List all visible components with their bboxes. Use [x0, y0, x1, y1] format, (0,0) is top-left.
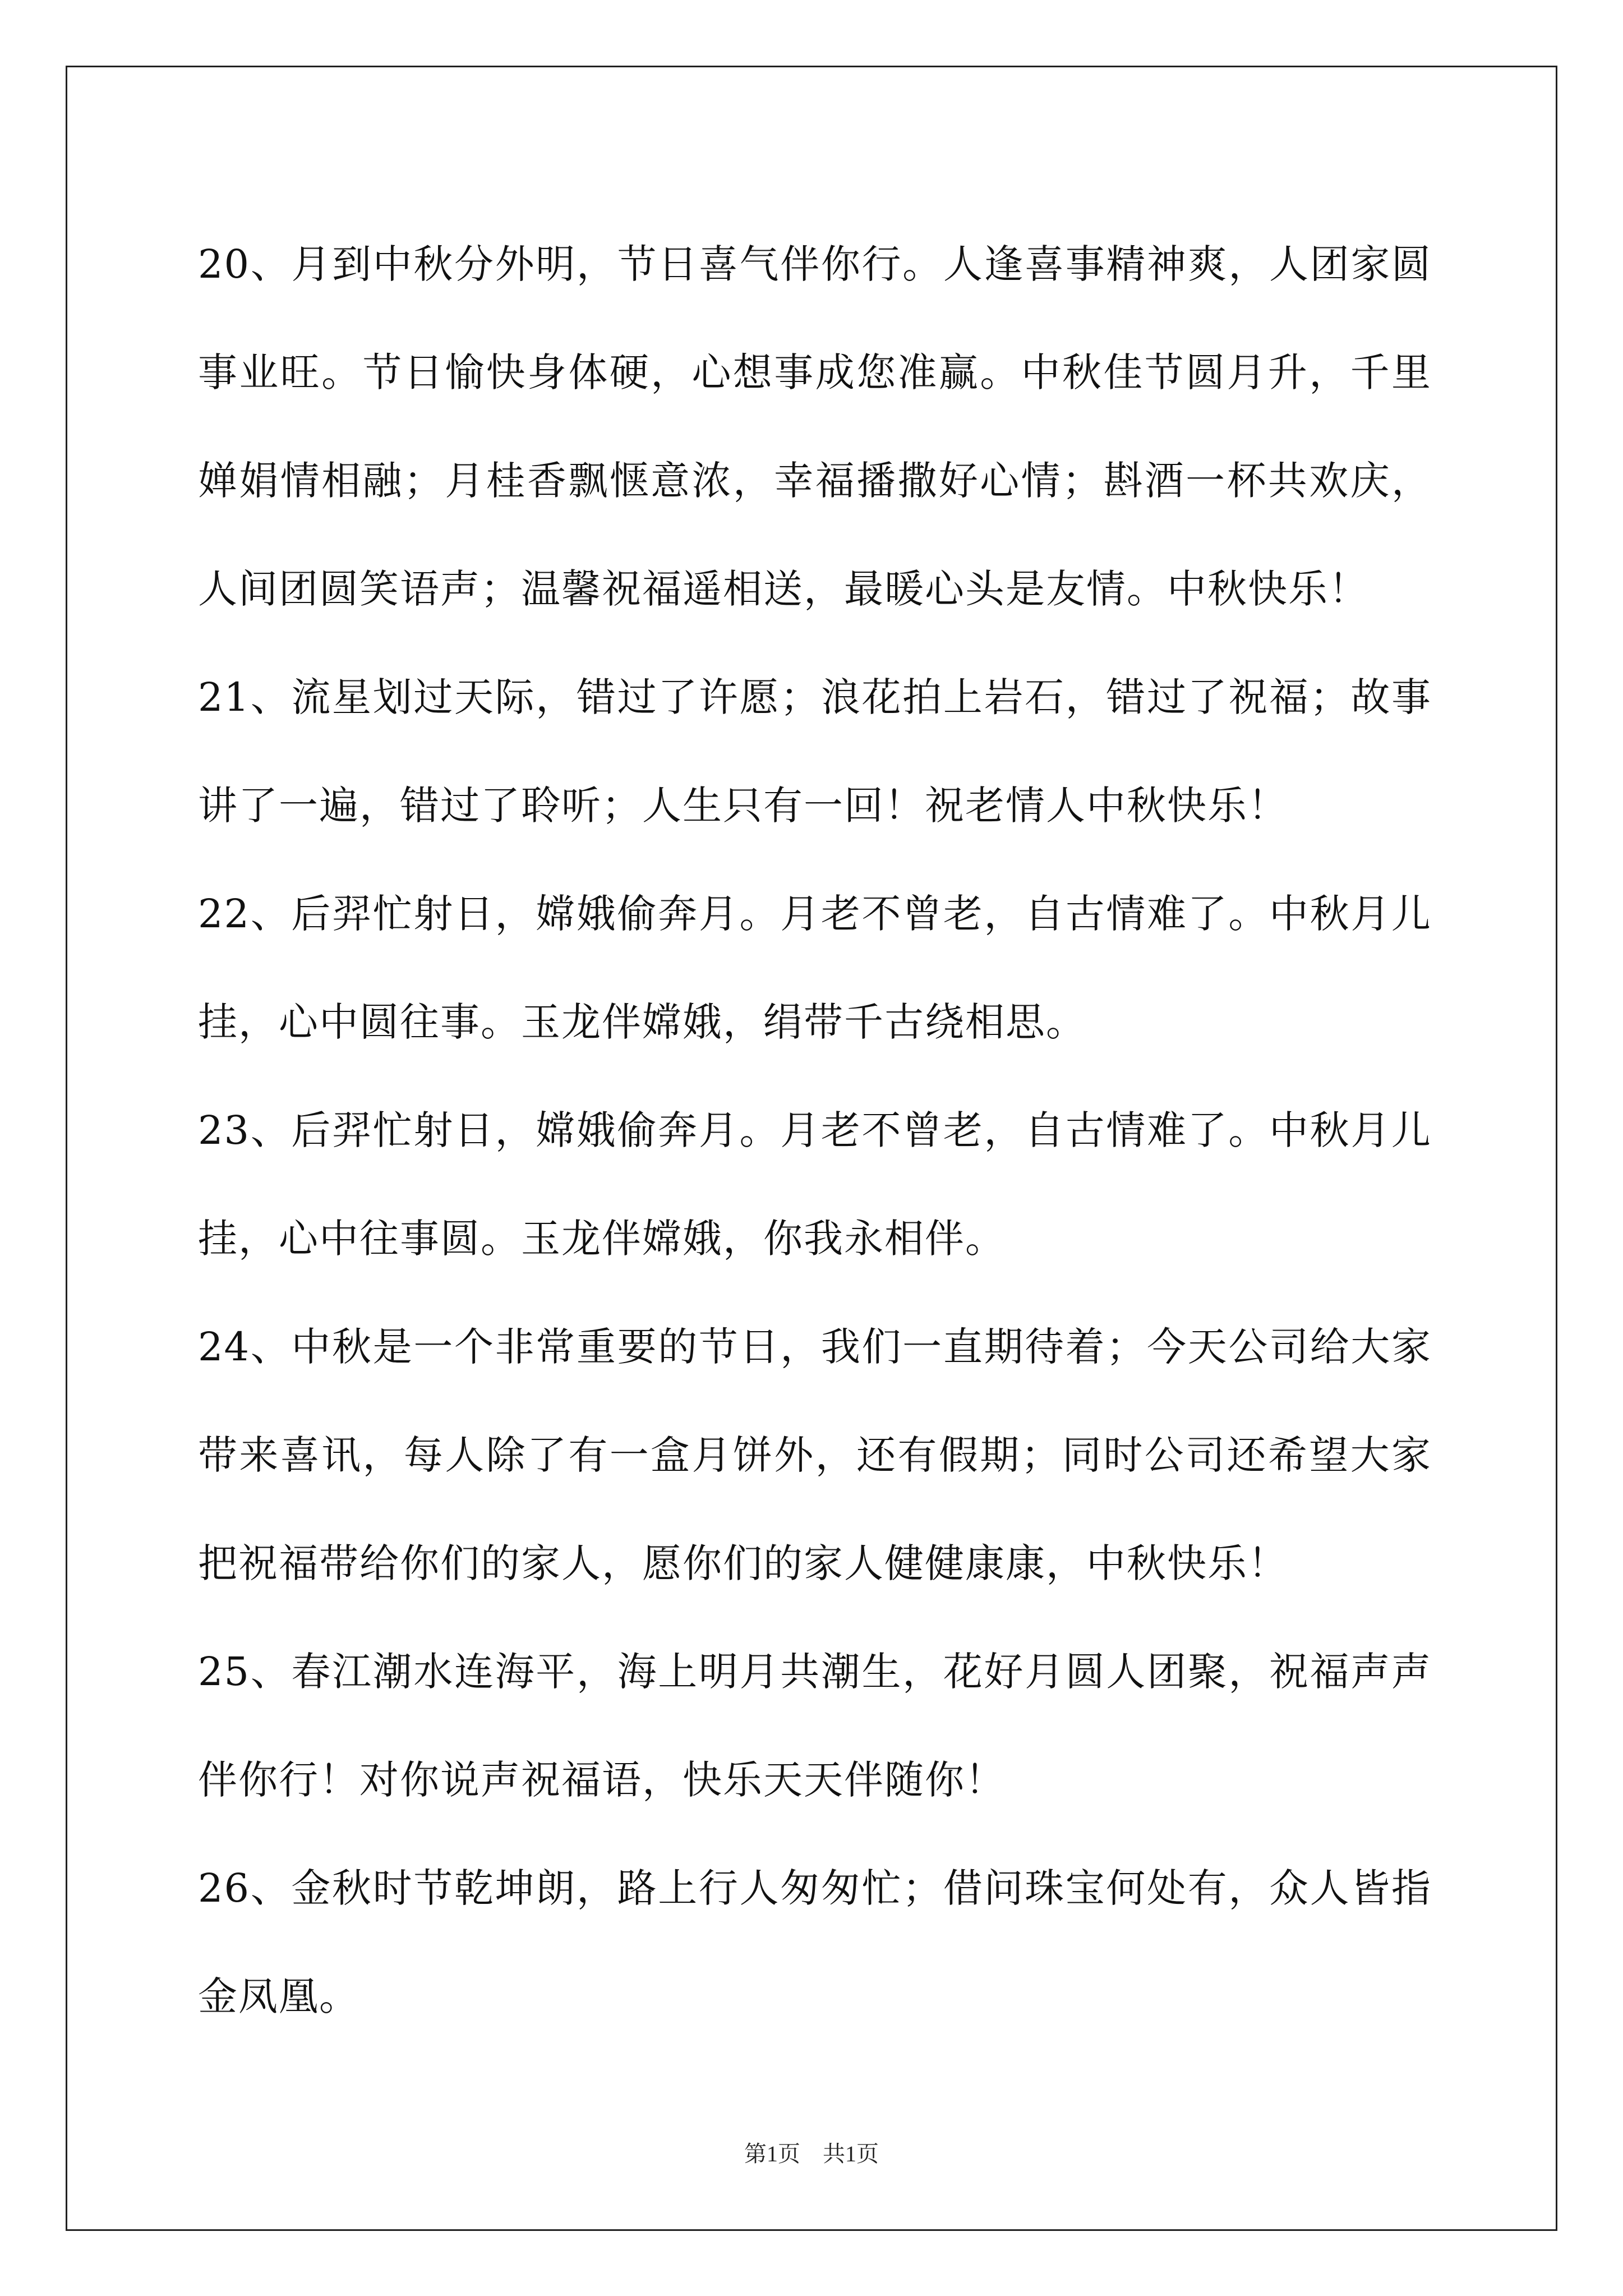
page-number: 第1页	[744, 2141, 800, 2166]
page-total: 共1页	[823, 2141, 879, 2166]
paragraph-25: 25、春江潮水连海平，海上明月共潮生，花好月圆人团聚，祝福声声伴你行！对你说声祝福语，快乐天天伴随你！	[198, 1649, 1432, 1803]
paragraph-23: 23、后羿忙射日，嫦娥偷奔月。月老不曾老，自古情难了。中秋月儿挂，心中往事圆。玉龙伴嫦娥，你我永相伴。	[198, 1107, 1432, 1262]
page-footer	[0, 2140, 1623, 2168]
paragraph-26: 26、金秋时节乾坤朗，路上行人匆匆忙；借问珠宝何处有，众人皆指金凤凰。	[198, 1865, 1432, 2019]
paragraph-22: 22、后羿忙射日，嫦娥偷奔月。月老不曾老，自古情难了。中秋月儿挂，心中圆往事。玉龙伴嫦娥，绢带千古绕相思。	[198, 891, 1432, 1045]
paragraph-24: 24、中秋是一个非常重要的节日，我们一直期待着；今天公司给大家带来喜讯，每人除了有一盒月饼外，还有假期；同时公司还希望大家把祝福带给你们的家人，愿你们的家人健健康康，中秋快乐！	[198, 1324, 1432, 1586]
paragraph-20: 20、月到中秋分外明，节日喜气伴你行。人逢喜事精神爽，人团家圆事业旺。节日愉快身体硬，心想事成您准赢。中秋佳节圆月升，千里婵娟情相融；月桂香飘惬意浓，幸福播撒好心情；斟酒一杯共欢庆，人间团圆笑语声；温馨祝福遥相送，最暖心头是友情。中秋快乐！	[198, 241, 1432, 612]
paragraph-21: 21、流星划过天际，错过了许愿；浪花拍上岩石，错过了祝福；故事讲了一遍，错过了聆听；人生只有一回！祝老情人中秋快乐！	[198, 674, 1432, 829]
document-body	[198, 210, 1432, 2051]
